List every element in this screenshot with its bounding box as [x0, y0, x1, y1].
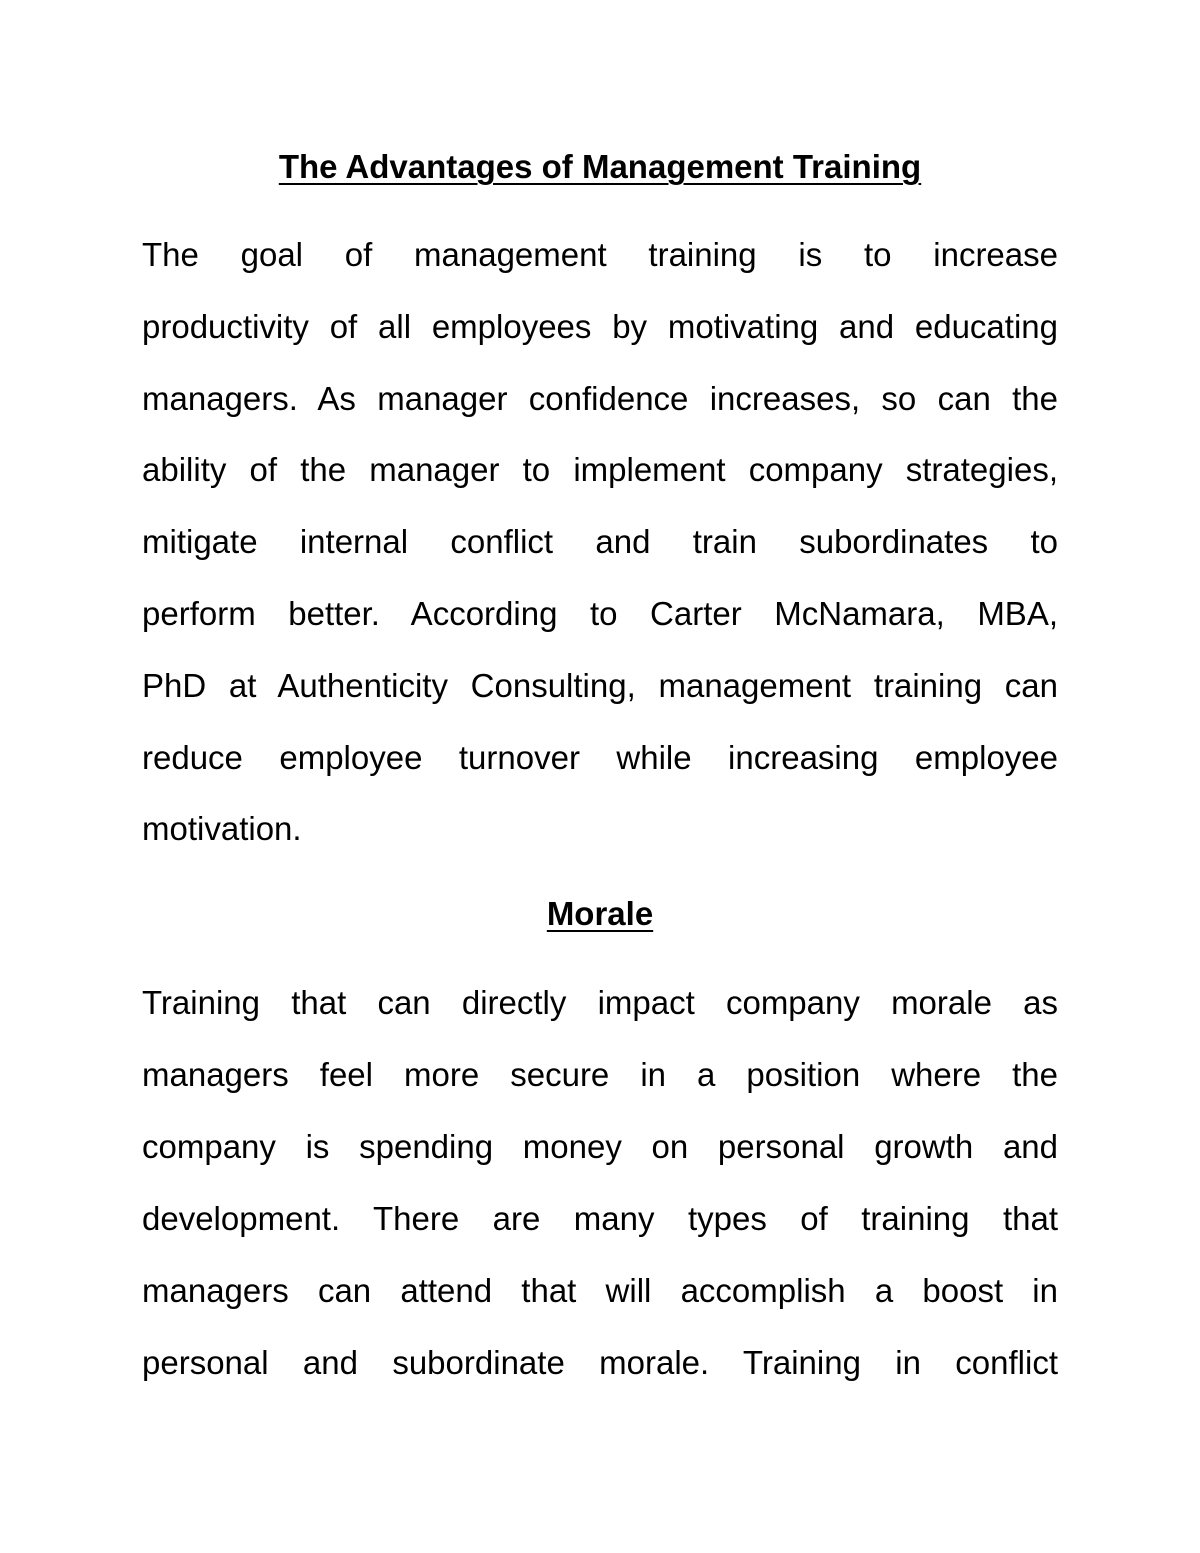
morale-line: personal and subordinate morale. Training in conflict [142, 1344, 1058, 1381]
intro-line: ability of the manager to implement company strategies, [142, 451, 1058, 488]
morale-line: Training that can directly impact company morale as [142, 984, 1058, 1021]
section-heading-morale: Morale [546, 895, 654, 932]
morale-line: managers feel more secure in a position where the [142, 1056, 1058, 1093]
intro-line: managers. As manager confidence increases, so can the [142, 380, 1058, 417]
morale-line: managers can attend that will accomplish a boost in [142, 1272, 1058, 1309]
intro-line: productivity of all employees by motivating and educating [142, 308, 1058, 345]
intro-line: PhD at Authenticity Consulting, management training can [142, 667, 1058, 704]
intro-line: mitigate internal conflict and train subordinates to [142, 523, 1058, 560]
intro-line: The goal of management training is to increase [142, 236, 1058, 273]
intro-line: reduce employee turnover while increasing employee [142, 739, 1058, 776]
morale-line: development. There are many types of training that [142, 1200, 1058, 1237]
document-title: The Advantages of Management Training [278, 148, 922, 185]
morale-line: company is spending money on personal growth and [142, 1128, 1058, 1165]
intro-line: perform better. According to Carter McNamara, MBA, [142, 595, 1058, 632]
intro-line: motivation. [142, 810, 302, 847]
